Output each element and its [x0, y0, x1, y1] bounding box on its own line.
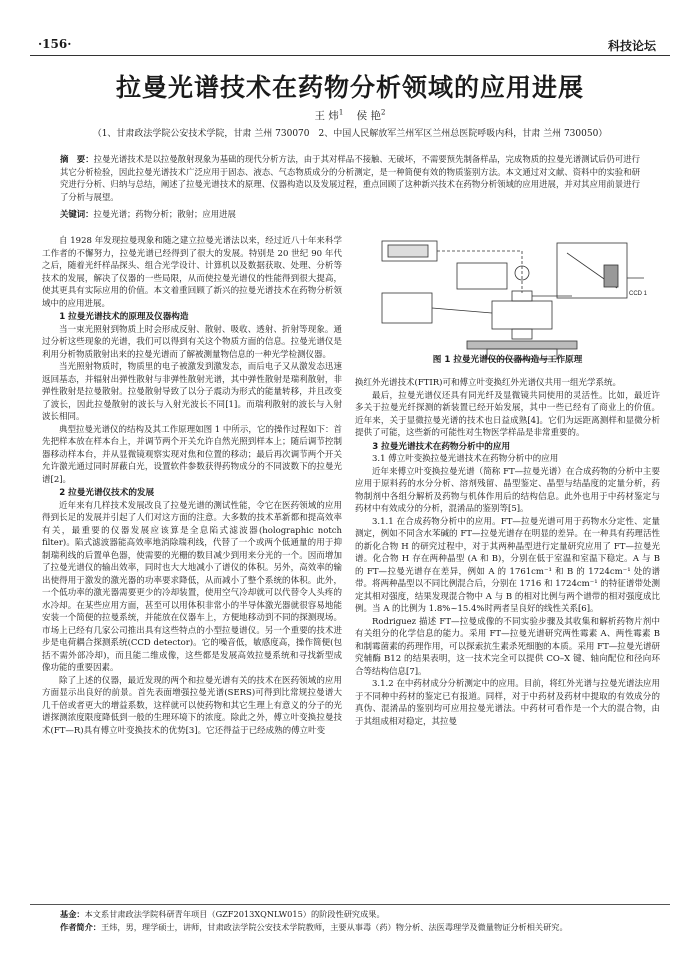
body-paragraph: 典型拉曼光谱仪的结构及其工作原理如图 1 中所示，它的操作过程如下：首先把样本放在样本台上，并调节两个开关允许自然光照到样本上；随后调节控制器移动样本台，并从显微镜观察实现对焦和位置的移动；最后再次调节两个开关允许激光通过同时屏蔽白光，设置软件参数获得药物成分的不同波数下的拉曼光谱[2]。	[42, 424, 342, 485]
body-paragraph: 换红外光谱技术(FTIR)可和傅立叶变换红外光谱仪共用一组光学系统。	[355, 378, 621, 388]
ccd-label: CCD 1	[629, 291, 648, 297]
funding-label: 基金：	[60, 909, 85, 919]
side-module	[382, 293, 432, 323]
section-3-heading: 3 拉曼光谱技术在药物分析中的应用	[372, 441, 511, 452]
author-2: 侯 艳	[356, 110, 382, 122]
ccd-detector	[604, 265, 618, 287]
section-2-heading: 2 拉曼光谱仪技术的发展	[59, 488, 155, 498]
author-bio	[45, 921, 660, 933]
body-paragraph: 近年来有几样技术发展改良了拉曼光谱的测试性能，令它在医药领域的应用得到长足的发展并引起了人们对这方面的注意。大多数的技术革新都和提高效率有关，最重要的仪器发展应该算是全息陷式滤波器(holographic notch filter)。陷式滤波器能高效率地消除瑞利线，代替了一个或两个低通量的用于抑制瑞利线的后置单色器，使需要的光栅的数目减少到用来分光的一个。因而增加了拉曼光谱仪的输出效率，同时也大大地减小了谱仪的体积。另外，高效率的输出使得用于激发的激光器的功率要求降低，从而减小了整个系统的体积。此外，一个低功率的激光器需要更少的冷却装置，使用空气冷却就可以代替令人头疼的水冷却。在某些应用方面，甚至可以用体积非常小的半导体激光器就很容易地能安装一个简便的拉曼系统，并能放在仪器车上，方便地移动到不同的探测现场。市场上已经有几家公司推出具有这些特点的小型拉曼谱仪。另一个重要的技术进步是电荷耦合探测系统(CCD detector)。它的噪音低，敏感度高，操作简便(包括不需外部冷却)，而且能二维成像，这些都是发展高效拉曼系统和寻找新型成像功能的重要因素。	[42, 500, 342, 673]
abstract-text: 拉曼光谱技术是以拉曼散射现象为基础的现代分析方法，由于其对样品不接触、无破坏，不需要预先制备样品，完成物质的拉曼光谱测试后仍可进行其它分析检验，因此拉曼光谱技术广泛应用于固态、液态、气态物质成分的分析测定，是一种简便有效的物质鉴别方法。本文通过对文献、资料中的实验和研究进行分析、归纳与总结，阐述了拉曼光谱技术的原理、仪器构造以及发展过程，重点回顾了这种新兴技术在药物分析领域的应用进展，并对其应用前景进行了分析与展望。	[60, 154, 640, 202]
author-line	[0, 108, 700, 123]
affiliations: （1、甘肃政法学院公安技术学院，甘肃 兰州 730070 2、中国人民解放军兰州军区兰州总医院呼吸内科，甘肃 兰州 730050）	[92, 129, 608, 139]
body-paragraph: 除了上述的仪器，最近发现的两个和拉曼光谱有关的技术在医药领域的应用方面显示出良好的前景。首先表面增强拉曼光谱(SERS)可得到比常规拉曼谱大几千倍或者更大的增益系数，这样就可以使药物和其它生理上有意义的分子的光谱探测浓度限度降低到一般的生理环境下的浓度。除此之外，傅立叶变换拉曼技术(FT—R)具有傅立叶变换技术的优势[3]。它还得益于已经成熟的傅立叶变	[42, 675, 342, 736]
header-divider	[30, 55, 670, 56]
optic-line	[432, 308, 492, 313]
intro-paragraph: 自 1928 年发现拉曼现象和随之建立拉曼光谱法以来，经过近八十年来科学工作者的不懈努力，拉曼光谱已经得到了很大的发展。特别是 20 世纪 90 年代之后，随着光纤样品探头、组合光学设计、计算机以及数据获取、处理、分析等技术的发展，解决了仪器的一些局限，从而使拉曼光谱仪的性能得到很大提高，使其更具有实际应用的价值。本文着重回顾了新兴的拉曼光谱技术在药物分析领域中的应用进展。	[42, 236, 342, 309]
sample-stage	[467, 341, 577, 349]
body-paragraph: 当光照射物质时，物质里的电子被激发到激发态，而后电子又从激发态迅速返回基态，并辐射出弹性散射与非弹性散射光谱，其中弹性散射是瑞利散射，非弹性散射是拉曼散射。拉曼散射导致了以分子震动为形式的能量转移，并且改变了波长，因此拉曼散射的波长与入射光波长不同[1]。而瑞利散射的波长与入射波长相同。	[42, 362, 342, 422]
author-1-affil-mark: 1	[338, 108, 344, 117]
section-1-heading: 1 拉曼光谱技术的原理及仪器构造	[59, 312, 189, 322]
funding-text: 本文系甘肃政法学院科研青年项目（GZF2013XQNLW015）的阶段性研究成果。	[84, 909, 385, 919]
subsection-3-1-heading: 3.1 傅立叶变换拉曼光谱技术在药物分析中的应用	[372, 454, 559, 464]
figure-caption: 图 1 拉曼光谱仪的仪器构造与工作原理	[432, 355, 583, 365]
abstract-label: 摘 要：	[60, 154, 94, 164]
right-column	[355, 377, 660, 728]
keywords-text: 拉曼光谱；药物分析；散射；应用进展	[93, 209, 236, 219]
author-2-affil-mark: 2	[381, 108, 386, 117]
footnote-divider	[30, 904, 670, 905]
page-number: ·156·	[38, 37, 72, 51]
author-bio-label: 作者简介：	[60, 922, 101, 932]
abstract	[60, 153, 640, 203]
body-paragraph: 最后，拉曼光谱仪还具有同光纤及显微镜共同使用的灵活性。比如，最近许多关于拉曼光纤探测的新装置已经开始发展，其中一些已经有了商业上的价值。近年来，关于显微拉曼光谱的技术也日益成熟[4]。它们为远距离测样和显微分析提供了可能，这些新的可能性对生物医学样品是非常重要的。	[355, 390, 660, 438]
author-bio-text: 王炜，男，理学硕士，讲师，甘肃政法学院公安技术学院教师，主要从事毒（药）物分析、法医毒理学及微量物证分析相关研究。	[100, 922, 568, 932]
filter-block	[457, 263, 507, 289]
microscope-body	[492, 301, 552, 329]
left-column	[42, 235, 342, 737]
body-paragraph: 当一束光照射到物质上时会形成反射、散射、吸收、透射、折射等现象。通过分析这些现象的光谱，我们可以得到有关这个物质方面的信息。拉曼光谱仪是利用分析物质散射出来的拉曼光谱而了解被测量物信息的一种光学检测仪器。	[42, 324, 342, 360]
keywords	[60, 208, 640, 220]
author-1: 王 炜	[314, 110, 339, 122]
subsection-3-1-1-paragraph: 3.1.1 在合成药物分析中的应用。FT—拉曼光谱可用于药物水分定性、定量测定，例如不同含水苯碱的 FT—拉曼光谱存在明显的差异。在一种具有药理活性的新化合物 H 的研究过程中，对于其两种晶型进行定量研究应用了 FT—拉曼光谱。化合物 H 存在两种晶型 (A 和 B)，分别在低于室温和室温下稳定。A 与 B 的 FT—拉曼光谱存在差异，例如 A 的 1761cm⁻¹ 和 B 的 1724cm⁻¹ 处的谱带。将两种晶型以不同比例混合后，分别在 1716 和 1724cm⁻¹ 的特征谱带处测定其相对强度，结果发现混合物中 A 与 B 的相对比例与两个谱带的相对强度成比例。当 A 的比例为 1.8%~15.4%时两者呈良好的线性关系[6]。	[355, 516, 660, 614]
subsection-3-1-2-paragraph: 3.1.2 在中药材成分分析测定中的应用。目前，将红外光谱与拉曼光谱法应用于不同种中药材的鉴定已有报道。同样，对于中药材及药材中提取的有效成分的真伪、混淆品的鉴别均可应用拉曼光谱法。中药材可看作是一个大的混合物，由于其组成相对稳定，其拉曼	[355, 679, 660, 727]
body-paragraph: Rodriguez 描述 FT—拉曼成像的不同实验步骤及其收集和解析药物片剂中有关组分的化学信息的能力。采用 FT—拉曼光谱研究两性霉素 A、两性霉素 B 和制霉菌素的药理作用，可以探索抗生素杀死细胞的本质。采用 FT—拉曼光谱研究辅酶 B12 的结果表明，这一技术完全可以提供 CO–X 键、轴向配位和径向环合等结构信息[7]。	[355, 616, 660, 677]
journal-section: 科技论坛	[607, 39, 656, 53]
objective	[512, 329, 532, 339]
keywords-label: 关键词：	[60, 209, 94, 219]
body-paragraph: 近年来傅立叶变换拉曼光谱（简称 FT—拉曼光谱）在合成药物的分析中主要应用于原料药的水分分析、溶剂残留、晶型鉴定、晶型与结晶度的定量分析，药物制剂中各组分解析及药物与机体作用后的结构信息。此外也用于中药材鉴定与药材中有效成分的分析，混淆品的鉴别等[5]。	[355, 466, 660, 514]
funding-note	[60, 908, 660, 920]
laser-inner	[388, 245, 428, 257]
raman-instrument-diagram	[372, 233, 652, 363]
article-title: 拉曼光谱技术在药物分析领域的应用进展	[115, 73, 584, 102]
